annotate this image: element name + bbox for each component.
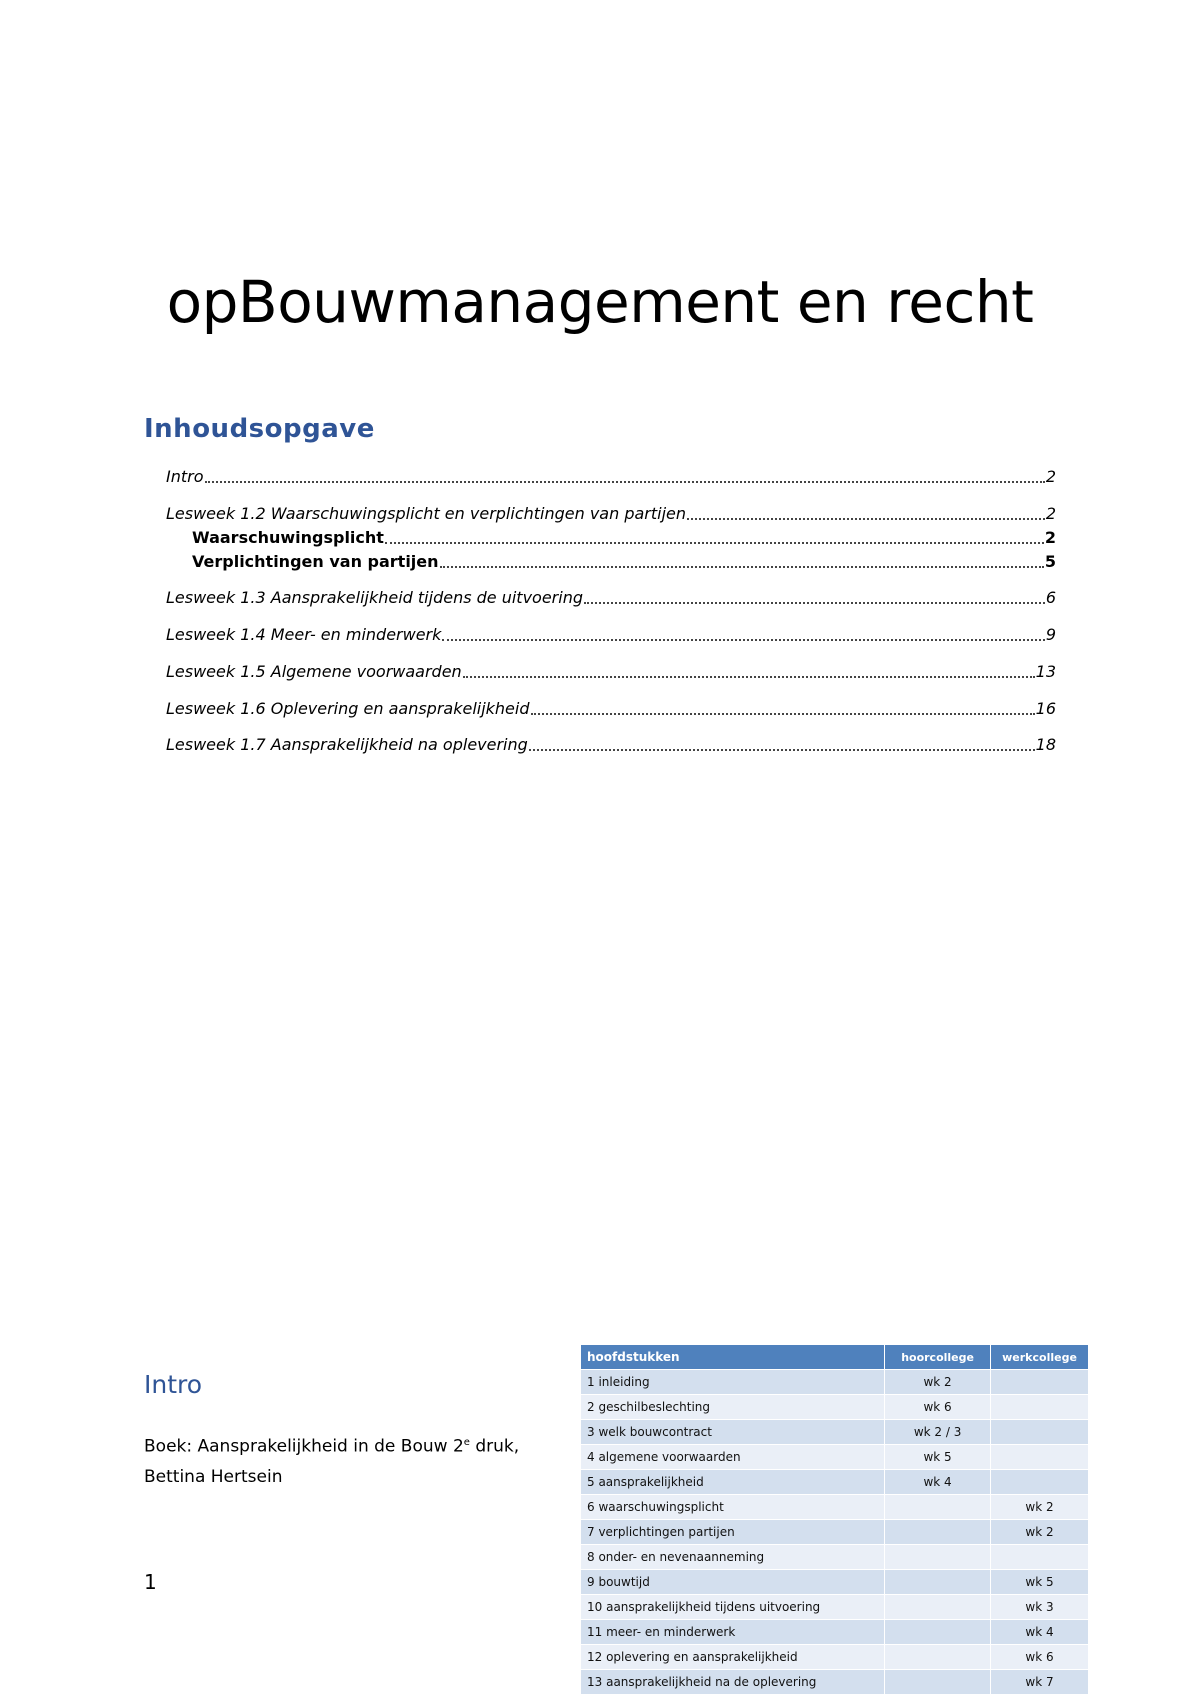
table-row — [581, 1420, 1089, 1445]
toc-entry-page: 18 — [1035, 735, 1056, 754]
chapter-cell: 1 inleiding — [581, 1370, 885, 1395]
chapter-cell: 13 aansprakelijkheid na de oplevering — [581, 1670, 885, 1695]
hoorcollege-cell — [885, 1495, 991, 1520]
toc-entry-verplichtingen[interactable] — [192, 551, 1056, 573]
book-edition-suffix: druk, — [469, 1436, 520, 1457]
chapter-cell: 3 welk bouwcontract — [581, 1420, 885, 1445]
toc-leader-dots — [440, 565, 1044, 568]
hoorcollege-cell: wk 2 / 3 — [885, 1420, 991, 1445]
werkcollege-cell — [991, 1370, 1089, 1395]
toc-leader-dots — [529, 748, 1035, 751]
hoorcollege-cell — [885, 1595, 991, 1620]
toc-leader-dots — [687, 517, 1045, 520]
table-row — [581, 1395, 1089, 1420]
werkcollege-cell: wk 5 — [991, 1570, 1089, 1595]
toc-entry-label: Lesweek 1.6 Oplevering en aansprakelijkheid — [166, 699, 530, 718]
chapter-cell: 12 oplevering en aansprakelijkheid — [581, 1645, 885, 1670]
toc-entry-page: 2 — [1045, 467, 1056, 486]
book-author: Bettina Hertsein — [144, 1466, 283, 1487]
chapter-cell: 10 aansprakelijkheid tijdens uitvoering — [581, 1595, 885, 1620]
toc-entry-page: 5 — [1044, 552, 1056, 571]
toc-entry-page: 2 — [1045, 504, 1056, 523]
hoorcollege-cell: wk 4 — [885, 1470, 991, 1495]
toc-leader-dots — [442, 638, 1044, 641]
toc-heading: Inhoudsopgave — [144, 414, 375, 444]
werkcollege-cell: wk 3 — [991, 1595, 1089, 1620]
table-row — [581, 1545, 1089, 1570]
hoorcollege-cell — [885, 1670, 991, 1695]
hoorcollege-cell — [885, 1520, 991, 1545]
hoorcollege-cell — [885, 1570, 991, 1595]
toc-entry-label: Lesweek 1.5 Algemene voorwaarden — [166, 662, 462, 681]
chapters-schedule-table — [580, 1344, 1089, 1695]
toc-entry-page: 16 — [1035, 699, 1056, 718]
toc-entry-lesweek-1-3[interactable] — [166, 587, 1056, 609]
chapter-cell: 7 verplichtingen partijen — [581, 1520, 885, 1545]
toc-entry-lesweek-1-6[interactable] — [166, 698, 1056, 720]
toc-entry-page: 2 — [1044, 528, 1056, 547]
werkcollege-cell — [991, 1545, 1089, 1570]
chapter-cell: 8 onder- en nevenaanneming — [581, 1545, 885, 1570]
table-row — [581, 1670, 1089, 1695]
werkcollege-cell: wk 4 — [991, 1620, 1089, 1645]
toc-entry-label: Lesweek 1.4 Meer- en minderwerk — [166, 625, 442, 644]
toc-leader-dots — [531, 712, 1035, 715]
intro-heading: Intro — [144, 1370, 203, 1399]
table-row — [581, 1520, 1089, 1545]
werkcollege-cell: wk 2 — [991, 1520, 1089, 1545]
table-row — [581, 1570, 1089, 1595]
toc-entry-intro[interactable] — [166, 466, 1056, 488]
toc-entry-waarschuwingsplicht[interactable] — [192, 527, 1056, 549]
werkcollege-cell: wk 7 — [991, 1670, 1089, 1695]
werkcollege-cell: wk 6 — [991, 1645, 1089, 1670]
chapter-cell: 4 algemene voorwaarden — [581, 1445, 885, 1470]
werkcollege-cell — [991, 1395, 1089, 1420]
header-hoofdstukken: hoofdstukken — [581, 1345, 885, 1370]
intro-book-reference — [144, 1428, 554, 1492]
toc-leader-dots — [584, 601, 1045, 604]
toc-entry-lesweek-1-4[interactable] — [166, 624, 1056, 646]
table-row — [581, 1495, 1089, 1520]
toc-entry-label: Lesweek 1.3 Aansprakelijkheid tijdens de uitvoering — [166, 588, 583, 607]
edition-superscript: e — [463, 1437, 470, 1448]
hoorcollege-cell: wk 2 — [885, 1370, 991, 1395]
toc-entry-label: Lesweek 1.7 Aansprakelijkheid na oplevering — [166, 735, 528, 754]
chapter-cell: 5 aansprakelijkheid — [581, 1470, 885, 1495]
toc-entry-page: 6 — [1045, 588, 1056, 607]
hoorcollege-cell — [885, 1645, 991, 1670]
hoorcollege-cell: wk 6 — [885, 1395, 991, 1420]
header-hoorcollege: hoorcollege — [885, 1345, 991, 1370]
hoorcollege-cell — [885, 1545, 991, 1570]
hoorcollege-cell: wk 5 — [885, 1445, 991, 1470]
toc-entry-label: Waarschuwingsplicht — [192, 528, 384, 547]
table-row — [581, 1470, 1089, 1495]
table-row — [581, 1370, 1089, 1395]
toc-leader-dots — [205, 480, 1045, 483]
toc-entry-lesweek-1-5[interactable] — [166, 661, 1056, 683]
toc-leader-dots — [463, 675, 1035, 678]
header-werkcollege: werkcollege — [991, 1345, 1089, 1370]
chapter-cell: 9 bouwtijd — [581, 1570, 885, 1595]
toc-entry-page: 13 — [1035, 662, 1056, 681]
toc-entry-label: Intro — [166, 467, 204, 486]
werkcollege-cell — [991, 1445, 1089, 1470]
toc-entry-label: Verplichtingen van partijen — [192, 552, 439, 571]
table-row — [581, 1645, 1089, 1670]
toc-entry-lesweek-1-7[interactable] — [166, 734, 1056, 756]
werkcollege-cell — [991, 1470, 1089, 1495]
toc-entry-label: Lesweek 1.2 Waarschuwingsplicht en verplichtingen van partijen — [166, 504, 687, 523]
table-row — [581, 1445, 1089, 1470]
book-title: Boek: Aansprakelijkheid in de Bouw 2 — [144, 1436, 464, 1457]
table-header-row — [581, 1345, 1089, 1370]
toc-entry-page: 9 — [1045, 625, 1056, 644]
table-row — [581, 1620, 1089, 1645]
table-row — [581, 1595, 1089, 1620]
page-number: 1 — [144, 1570, 157, 1594]
chapter-cell: 6 waarschuwingsplicht — [581, 1495, 885, 1520]
chapter-cell: 2 geschilbeslechting — [581, 1395, 885, 1420]
chapter-cell: 11 meer- en minderwerk — [581, 1620, 885, 1645]
werkcollege-cell — [991, 1420, 1089, 1445]
document-title: opBouwmanagement en recht — [166, 268, 1034, 336]
hoorcollege-cell — [885, 1620, 991, 1645]
toc-entry-lesweek-1-2[interactable] — [166, 503, 1056, 525]
toc-leader-dots — [385, 541, 1044, 544]
werkcollege-cell: wk 2 — [991, 1495, 1089, 1520]
